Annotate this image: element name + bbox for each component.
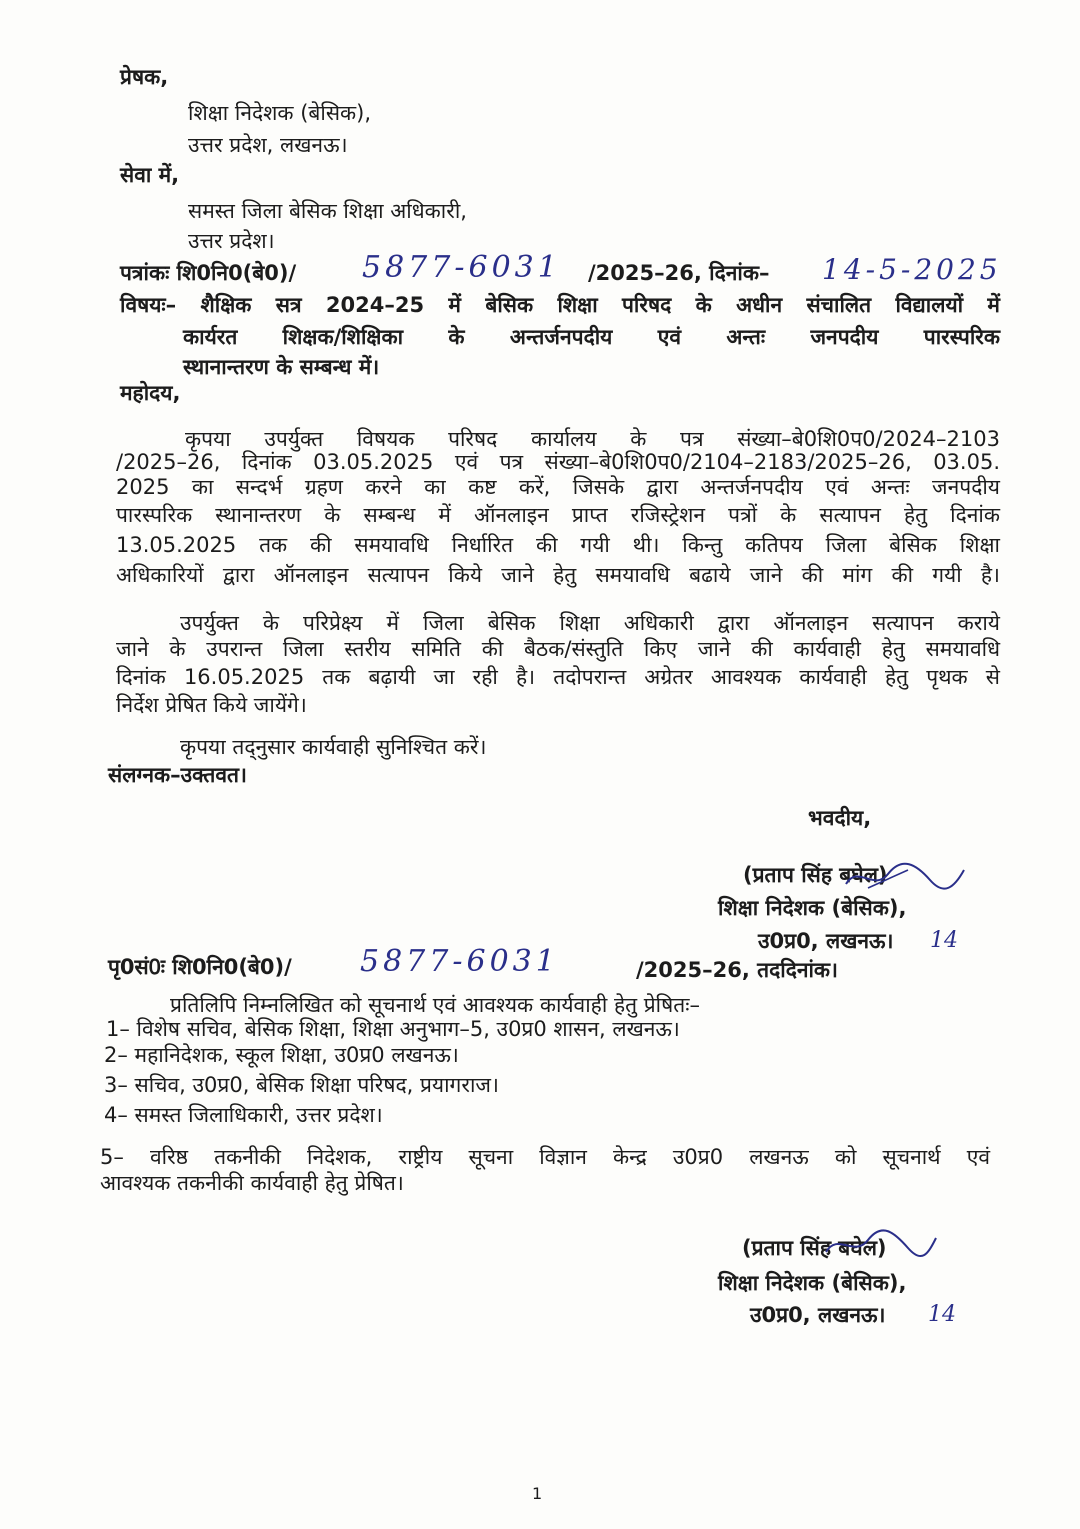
letter-number-prefix: पत्रांकः शि0नि0(बे0)/ xyxy=(120,261,297,285)
body-p1-line-5: 13.05.2025 तक की समयावधि निर्धारित की गयी थी। किन्तु कतिपय जिला बेसिक शिक्षा xyxy=(116,533,1000,557)
signatory-place-2: उ0प्र0, लखनऊ। xyxy=(750,1303,886,1327)
copy-list-item-1: 1– विशेष सचिव, बेसिक शिक्षा, शिक्षा अनुभाग–5, उ0प्र0 शासन, लखनऊ। xyxy=(106,1017,680,1041)
sender-label: प्रेषक, xyxy=(120,65,169,89)
recipient-line-2: उत्तर प्रदेश। xyxy=(188,229,275,253)
body-p2-line-2: जाने के उपरान्त जिला स्तरीय समिति की बैठक/संस्तुति किए जाने की कार्यवाही हेतु समयावधि xyxy=(116,637,1000,661)
copy-intro: प्रतिलिपि निम्नलिखित को सूचनार्थ एवं आवश्यक कार्यवाही हेतु प्रेषितः– xyxy=(170,993,700,1017)
body-p1-line-4: पारस्परिक स्थानान्तरण के सम्बन्ध में ऑनलाइन प्राप्त रजिस्ट्रेशन पत्रों के सत्यापन हेतु दिनांक xyxy=(116,503,1000,527)
recipient-label: सेवा में, xyxy=(120,163,180,187)
salutation: महोदय, xyxy=(120,381,181,405)
signatory-designation-2: शिक्षा निदेशक (बेसिक), xyxy=(718,1271,907,1295)
copy-list-item-5-line-1: 5– वरिष्ठ तकनीकी निदेशक, राष्ट्रीय सूचना विज्ञान केन्द्र उ0प्र0 लखनऊ को सूचनार्थ एवं xyxy=(100,1145,990,1169)
signature-scribble xyxy=(838,858,968,898)
initial-mark-2: 14 xyxy=(928,1302,956,1327)
body-p2-line-3: दिनांक 16.05.2025 तक बढ़ायी जा रही है। तदोपरान्त अग्रेतर आवश्यक कार्यवाही हेतु पृथक से xyxy=(116,665,1000,689)
subject-line-3: स्थानान्तरण के सम्बन्ध में। xyxy=(183,355,380,379)
body-p1-line-2: /2025–26, दिनांक 03.05.2025 एवं पत्र संख्या–बे0शि0प0/2104–2183/2025–26, 03.05. xyxy=(116,450,1000,474)
copy-list-item-3: 3– सचिव, उ0प्र0, बेसिक शिक्षा परिषद, प्रयागराज। xyxy=(104,1073,499,1097)
signature-scribble-2 xyxy=(820,1224,940,1264)
body-p3: कृपया तद्नुसार कार्यवाही सुनिश्चित करें। xyxy=(180,735,487,759)
copy-list-item-4: 4– समस्त जिलाधिकारी, उत्तर प्रदेश। xyxy=(104,1103,383,1127)
signatory-name: (प्रताप सिंह बघेल) xyxy=(743,863,888,887)
enclosure-note: संलग्नक–उक्तवत। xyxy=(108,763,247,787)
closing-yours: भवदीय, xyxy=(808,806,872,830)
body-p1-line-3: 2025 का सन्दर्भ ग्रहण करने का कष्ट करें, जिसके द्वारा अन्तर्जनपदीय एवं अन्तः जनपदीय xyxy=(116,475,1000,499)
subject-line-2: कार्यरत शिक्षक/शिक्षिका के अन्तर्जनपदीय एवं अन्तः जनपदीय पारस्परिक xyxy=(183,325,1000,349)
body-p1-line-6: अधिकारियों द्वारा ऑनलाइन सत्यापन किये जाने हेतु समयावधि बढाये जाने की मांग की गयी है। xyxy=(116,563,1000,587)
signatory-designation: शिक्षा निदेशक (बेसिक), xyxy=(718,896,907,920)
signatory-name-2: (प्रताप सिंह बघेल) xyxy=(742,1236,887,1260)
subject-line-1: विषयः– शैक्षिक सत्र 2024–25 में बेसिक शिक्षा परिषद के अधीन संचालित विद्यालयों में xyxy=(120,293,1000,317)
page-number: 1 xyxy=(532,1484,543,1503)
handwritten-letter-date: 14-5-2025 xyxy=(822,253,1002,286)
body-p1-line-1: कृपया उपर्युक्त विषयक परिषद कार्यालय के पत्र संख्या–बे0शि0प0/2024–2103 xyxy=(185,427,1000,451)
recipient-line-1: समस्त जिला बेसिक शिक्षा अधिकारी, xyxy=(188,199,467,223)
handwritten-copy-number: 5877-6031 xyxy=(360,944,559,979)
body-p2-line-4: निर्देश प्रेषित किये जायेंगे। xyxy=(116,693,307,717)
body-p2-line-1: उपर्युक्त के परिप्रेक्ष्य में जिला बेसिक शिक्षा अधिकारी द्वारा ऑनलाइन सत्यापन कराये xyxy=(180,611,1000,635)
copy-list-item-2: 2– महानिदेशक, स्कूल शिक्षा, उ0प्र0 लखनऊ। xyxy=(104,1043,459,1067)
sender-line-2: उत्तर प्रदेश, लखनऊ। xyxy=(188,133,348,157)
handwritten-letter-number: 5877-6031 xyxy=(362,250,561,285)
copy-number-prefix: पृ0सं0ः शि0नि0(बे0)/ xyxy=(108,955,292,979)
copy-list-item-5-line-2: आवश्यक तकनीकी कार्यवाही हेतु प्रेषित। xyxy=(100,1171,404,1195)
letter-date-label: /2025–26, दिनांक– xyxy=(588,261,770,285)
signatory-place: उ0प्र0, लखनऊ। xyxy=(758,929,894,953)
initial-mark: 14 xyxy=(930,928,958,953)
sender-line-1: शिक्षा निदेशक (बेसिक), xyxy=(188,101,372,125)
copy-date-label: /2025–26, तददिनांक। xyxy=(636,958,839,982)
